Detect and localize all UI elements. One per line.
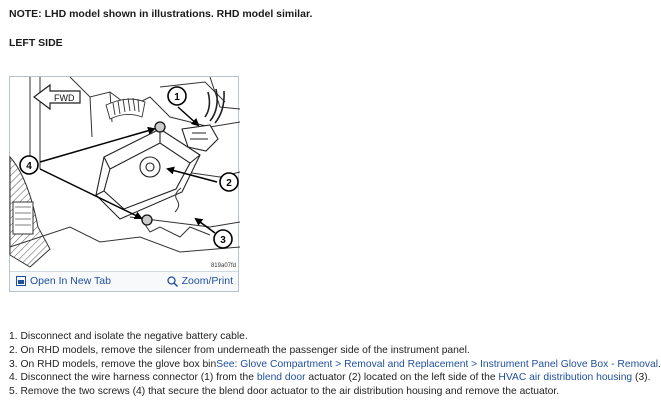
hvac-housing-link[interactable]: HVAC air distribution housing xyxy=(498,372,633,384)
blend-door-link[interactable]: blend door xyxy=(256,372,306,384)
open-in-new-tab-icon xyxy=(16,276,26,286)
open-in-new-tab-label: Open In New Tab xyxy=(30,275,111,287)
step-item: 4. Disconnect the wire harness connector (1) from the blend door actuator (2) located on the left side of the HVAC air distribution housing (3). xyxy=(9,372,651,384)
open-in-new-tab-link[interactable] xyxy=(16,275,111,287)
step-item: 1. Disconnect and isolate the negative battery cable. xyxy=(9,331,248,342)
step-item: 5. Remove the two screws (4) that secure the blend door actuator to the air distribution housing and remove the actuator. xyxy=(9,386,560,398)
step-item: 3. On RHD models, remove the glove box binSee: Glove Compartment > Removal and Replacement > Instrument Panel Glove Box - Removal. xyxy=(9,358,661,370)
procedure-steps xyxy=(9,330,661,399)
callout-3: 3 xyxy=(220,235,226,246)
step-item: 2. On RHD models, remove the silencer from underneath the passenger side of the instrument panel. xyxy=(9,344,470,356)
callout-2: 2 xyxy=(226,178,232,189)
zoom-print-label: Zoom/Print xyxy=(181,275,233,287)
callout-1: 1 xyxy=(174,92,180,103)
figure-toolbar xyxy=(10,271,238,291)
actuator-illustration[interactable] xyxy=(10,77,240,272)
glove-box-removal-link[interactable]: See: Glove Compartment > Removal and Replacement > Instrument Panel Glove Box - Removal xyxy=(216,358,659,370)
callout-4: 4 xyxy=(26,161,32,172)
figure-code: 819a07fd xyxy=(210,263,236,269)
section-title: LEFT SIDE xyxy=(9,37,63,49)
note-text: NOTE: LHD model shown in illustrations. RHD model similar. xyxy=(9,8,313,20)
fwd-label: FWD xyxy=(54,93,75,103)
figure-card xyxy=(9,76,239,292)
magnifier-icon xyxy=(167,276,178,287)
zoom-print-link[interactable] xyxy=(167,275,233,287)
